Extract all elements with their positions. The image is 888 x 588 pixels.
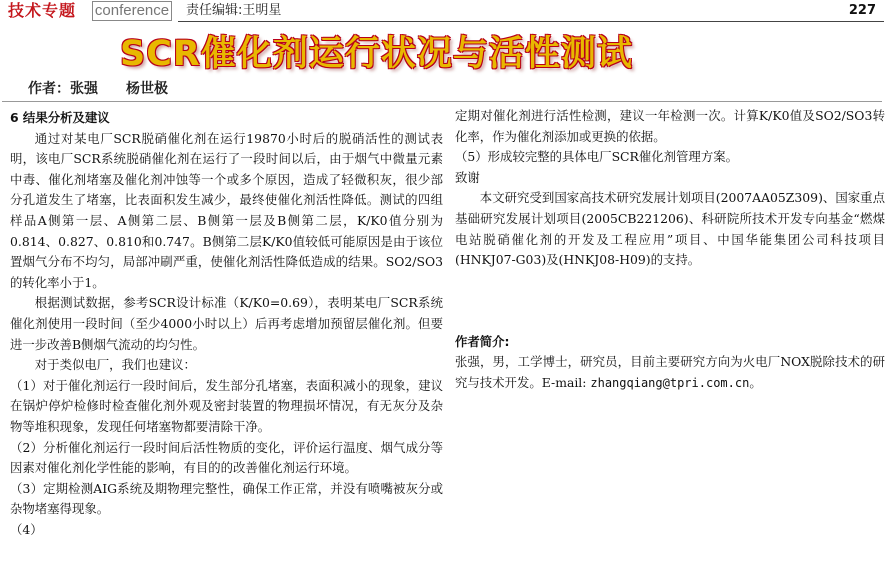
author-email-link[interactable]: zhangqiang@tpri.com.cn (590, 375, 750, 390)
paragraph-standard: 根据测试数据，参考SCR设计标准（K/K0=0.69），表明某电厂SCR系统催化剂使用一段时间（至少4000小时以上）后再考虑增加预留层催化剂。但要进一步改善B侧烟气流动的均匀性。 (10, 295, 443, 352)
author-bio-heading: 作者简介: (455, 333, 510, 349)
suggestion-item-5: （5）形成较完整的具体电厂SCR催化剂管理方案。 (455, 149, 738, 165)
right-column (455, 106, 885, 394)
acknowledgement-heading: 致谢 (455, 169, 480, 185)
section-heading: 6 结果分析及建议 (10, 110, 110, 125)
title-divider (2, 101, 882, 102)
suggestion-item-4-cont: 定期对催化剂进行活性检测，建议一年检测一次。计算K/K0值及SO2/SO3转化率，作为催化剂添加或更换的依据。 (455, 108, 885, 144)
author-secondary: 杨世极 (126, 81, 168, 97)
paragraph-suggestions-intro: 对于类似电厂，我们也建议： (34, 357, 196, 373)
page-number: 227 (848, 3, 876, 18)
suggestion-item-3: （3）定期检测AIG系统及期物理完整性，确保工作正常，并没有喷嘴被灰分或杂物堵塞得现象。 (10, 480, 443, 517)
suggestion-item-4-start: （4） (10, 521, 43, 537)
conference-tag: conference (92, 1, 172, 21)
page-header (0, 0, 888, 22)
acknowledgement-body: 本文研究受到国家高技术研究发展计划项目(2007AA05Z309)、国家重点基础研究发展计划项目(2005CB221206)、科研院所技术开发专向基金“燃煤电站脱硝催化剂的开发及工程应用”项目、中国华能集团公司科技项目(HNKJ07-G03)及(HNKJ08-H09)的支持。 (455, 190, 885, 268)
paragraph-results: 通过对某电厂SCR脱硝催化剂在运行19870小时后的脱硝活性的测试表明，该电厂SCR系统脱硝催化剂在运行了一段时间以后，由于烟气中微量元素中毒、催化剂堵塞及催化剂冲蚀等一个或多个原因，造成了轻微积灰，很少部分孔道发生了堵塞，比表面积发生减少，最终使催化剂活性降低。测试的四组样品A侧第一层、A侧第二层、B侧第一层及B侧第二层，K/K0值分别为0.814、0.827、0.810和0.747。B侧第二层K/K0值较低可能原因是由于该位置烟气分布不均匀，局部冲刷严重，使催化剂活性降低造成的结果。SO2/SO3的转化率小于1。 (10, 130, 443, 290)
header-rule (178, 21, 884, 22)
suggestion-item-1: （1）对于催化剂运行一段时间后，发生部分孔堵塞，表面积减小的现象，建议在锅炉停炉检修时检查催化剂外观及密封装置的物理损坏情况，有无灰分及杂物等堆积现象，发现任何堵塞物都要清除干净。 (10, 377, 443, 434)
author-bio-end: 。 (749, 374, 762, 390)
article-authors (28, 80, 168, 98)
spacer (455, 271, 885, 332)
suggestion-item-2: （2）分析催化剂运行一段时间后活性物质的变化，评价运行温度、烟气成分等因素对催化剂化学性能的影响，有目的的改善催化剂运行环境。 (10, 439, 443, 476)
author-primary: 作者：张强 (28, 81, 98, 97)
author-bio-text: 张强，男，工学博士，研究员，目前主要研究方向为火电厂NOX脱除技术的研究与技术开发。E-mail: (455, 354, 885, 390)
article-title: SCR催化剂运行状况与活性测试 (120, 34, 633, 74)
section-tag: 技术专题 (8, 1, 77, 20)
author-bio (455, 352, 885, 393)
editor-credit: 责任编辑:王明星 (186, 3, 282, 18)
left-column (10, 108, 443, 540)
